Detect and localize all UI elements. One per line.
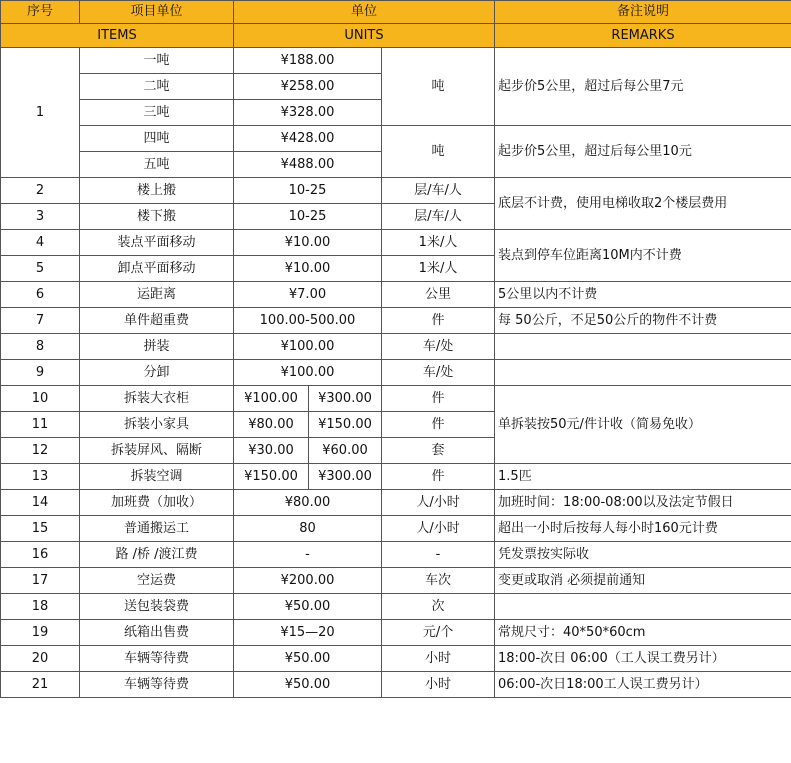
row-price: ¥200.00 [234,568,382,594]
row-price: ¥328.00 [234,100,382,126]
row-price: ¥428.00 [234,126,382,152]
row-item: 路 /桥 /渡江费 [80,542,234,568]
header-no: 序号 [1,1,80,24]
row-remark: 18:00-次日 06:00（工人误工费另计） [495,646,791,672]
row-unit: 吨 [382,48,495,126]
row-item: 装点平面移动 [80,230,234,256]
row-no: 19 [1,620,80,646]
row-price: 10-25 [234,204,382,230]
row-price: ¥10.00 [234,230,382,256]
row-remark: 5公里以内不计费 [495,282,791,308]
row-remark: 加班时间：18:00-08:00以及法定节假日 [495,490,791,516]
table-row [1,230,791,256]
row-no: 11 [1,412,80,438]
row-no: 3 [1,204,80,230]
row-item: 一吨 [80,48,234,74]
table-row [1,646,791,672]
header-item: 项目单位 [80,1,234,24]
row-no: 1 [1,48,80,178]
table-row [1,126,791,152]
header-row [1,1,791,24]
row-unit: 件 [382,412,495,438]
row-price-a: ¥100.00 [234,386,309,412]
row-unit: 人/小时 [382,490,495,516]
row-item: 楼上搬 [80,178,234,204]
table-row [1,178,791,204]
row-no: 13 [1,464,80,490]
row-price: ¥50.00 [234,646,382,672]
row-price: ¥100.00 [234,334,382,360]
row-item: 卸点平面移动 [80,256,234,282]
row-no: 17 [1,568,80,594]
row-item: 分卸 [80,360,234,386]
row-remark [495,594,791,620]
row-price: - [234,542,382,568]
row-price: 10-25 [234,178,382,204]
row-price: ¥50.00 [234,594,382,620]
row-price-b: ¥300.00 [309,386,382,412]
row-unit: 1米/人 [382,256,495,282]
row-unit: 车次 [382,568,495,594]
row-no: 16 [1,542,80,568]
row-unit: 小时 [382,672,495,698]
table-row [1,542,791,568]
row-remark: 底层不计费，使用电梯收取2个楼层费用 [495,178,791,230]
row-no: 5 [1,256,80,282]
row-remark [495,334,791,360]
row-unit: 元/个 [382,620,495,646]
row-item: 五吨 [80,152,234,178]
row-item: 空运费 [80,568,234,594]
row-item: 拼装 [80,334,234,360]
row-price: 100.00-500.00 [234,308,382,334]
row-price-a: ¥150.00 [234,464,309,490]
table-row [1,594,791,620]
row-price: ¥80.00 [234,490,382,516]
table-row [1,360,791,386]
row-remark: 凭发票按实际收 [495,542,791,568]
row-price: ¥100.00 [234,360,382,386]
table-row [1,48,791,74]
row-no: 7 [1,308,80,334]
row-unit: 车/处 [382,360,495,386]
row-item: 纸箱出售费 [80,620,234,646]
row-price-b: ¥300.00 [309,464,382,490]
row-unit: 件 [382,386,495,412]
table-row [1,620,791,646]
header-remark: 备注说明 [495,1,791,24]
row-item: 四吨 [80,126,234,152]
row-no: 6 [1,282,80,308]
row-unit: 小时 [382,646,495,672]
row-unit: 层/车/人 [382,178,495,204]
row-remark: 1.5匹 [495,464,791,490]
row-unit: - [382,542,495,568]
row-price: ¥188.00 [234,48,382,74]
row-remark: 每 50公斤，不足50公斤的物件不计费 [495,308,791,334]
table-row [1,490,791,516]
row-item: 拆装大衣柜 [80,386,234,412]
table-row [1,568,791,594]
table-row [1,386,791,412]
row-unit: 套 [382,438,495,464]
row-unit: 件 [382,308,495,334]
row-no: 2 [1,178,80,204]
row-price-a: ¥80.00 [234,412,309,438]
row-remark: 超出一小时后按每人每小时160元计费 [495,516,791,542]
row-price: ¥10.00 [234,256,382,282]
header-unit: 单位 [234,1,495,24]
row-price-b: ¥60.00 [309,438,382,464]
row-no: 15 [1,516,80,542]
row-price: ¥15—20 [234,620,382,646]
row-no: 4 [1,230,80,256]
row-price: ¥7.00 [234,282,382,308]
row-item: 车辆等待费 [80,646,234,672]
row-price-b: ¥150.00 [309,412,382,438]
row-unit: 1米/人 [382,230,495,256]
table-row [1,282,791,308]
row-item: 二吨 [80,74,234,100]
row-unit: 吨 [382,126,495,178]
row-item: 运距离 [80,282,234,308]
row-item: 楼下搬 [80,204,234,230]
row-remark: 起步价5公里，超过后每公里10元 [495,126,791,178]
row-remark: 06:00-次日18:00工人误工费另计） [495,672,791,698]
row-no: 20 [1,646,80,672]
row-no: 8 [1,334,80,360]
row-item: 三吨 [80,100,234,126]
row-price: ¥258.00 [234,74,382,100]
table-row [1,516,791,542]
row-price-a: ¥30.00 [234,438,309,464]
header-units-en: UNITS [234,24,495,48]
row-item: 车辆等待费 [80,672,234,698]
row-unit: 层/车/人 [382,204,495,230]
row-unit: 人/小时 [382,516,495,542]
row-item: 拆装空调 [80,464,234,490]
table-row [1,464,791,490]
row-no: 12 [1,438,80,464]
row-item: 拆装屏风、隔断 [80,438,234,464]
row-no: 10 [1,386,80,412]
header-row-en [1,24,791,48]
table-row [1,334,791,360]
row-item: 拆装小家具 [80,412,234,438]
row-unit: 件 [382,464,495,490]
row-unit: 公里 [382,282,495,308]
row-remark [495,360,791,386]
row-remark: 装点到停车位距离10M内不计费 [495,230,791,282]
row-item: 单件超重费 [80,308,234,334]
header-remarks-en: REMARKS [495,24,791,48]
row-no: 21 [1,672,80,698]
row-remark: 变更或取消 必须提前通知 [495,568,791,594]
row-no: 9 [1,360,80,386]
row-no: 18 [1,594,80,620]
table-row [1,308,791,334]
row-remark: 单拆装按50元/件计收（简易免收） [495,386,791,464]
row-price: ¥50.00 [234,672,382,698]
row-remark: 常规尺寸：40*50*60cm [495,620,791,646]
row-item: 加班费（加收） [80,490,234,516]
row-item: 普通搬运工 [80,516,234,542]
row-price: ¥488.00 [234,152,382,178]
row-unit: 车/处 [382,334,495,360]
row-unit: 次 [382,594,495,620]
table-row [1,672,791,698]
row-no: 14 [1,490,80,516]
row-remark: 起步价5公里，超过后每公里7元 [495,48,791,126]
row-price: 80 [234,516,382,542]
header-items-en: ITEMS [1,24,234,48]
row-item: 送包装袋费 [80,594,234,620]
